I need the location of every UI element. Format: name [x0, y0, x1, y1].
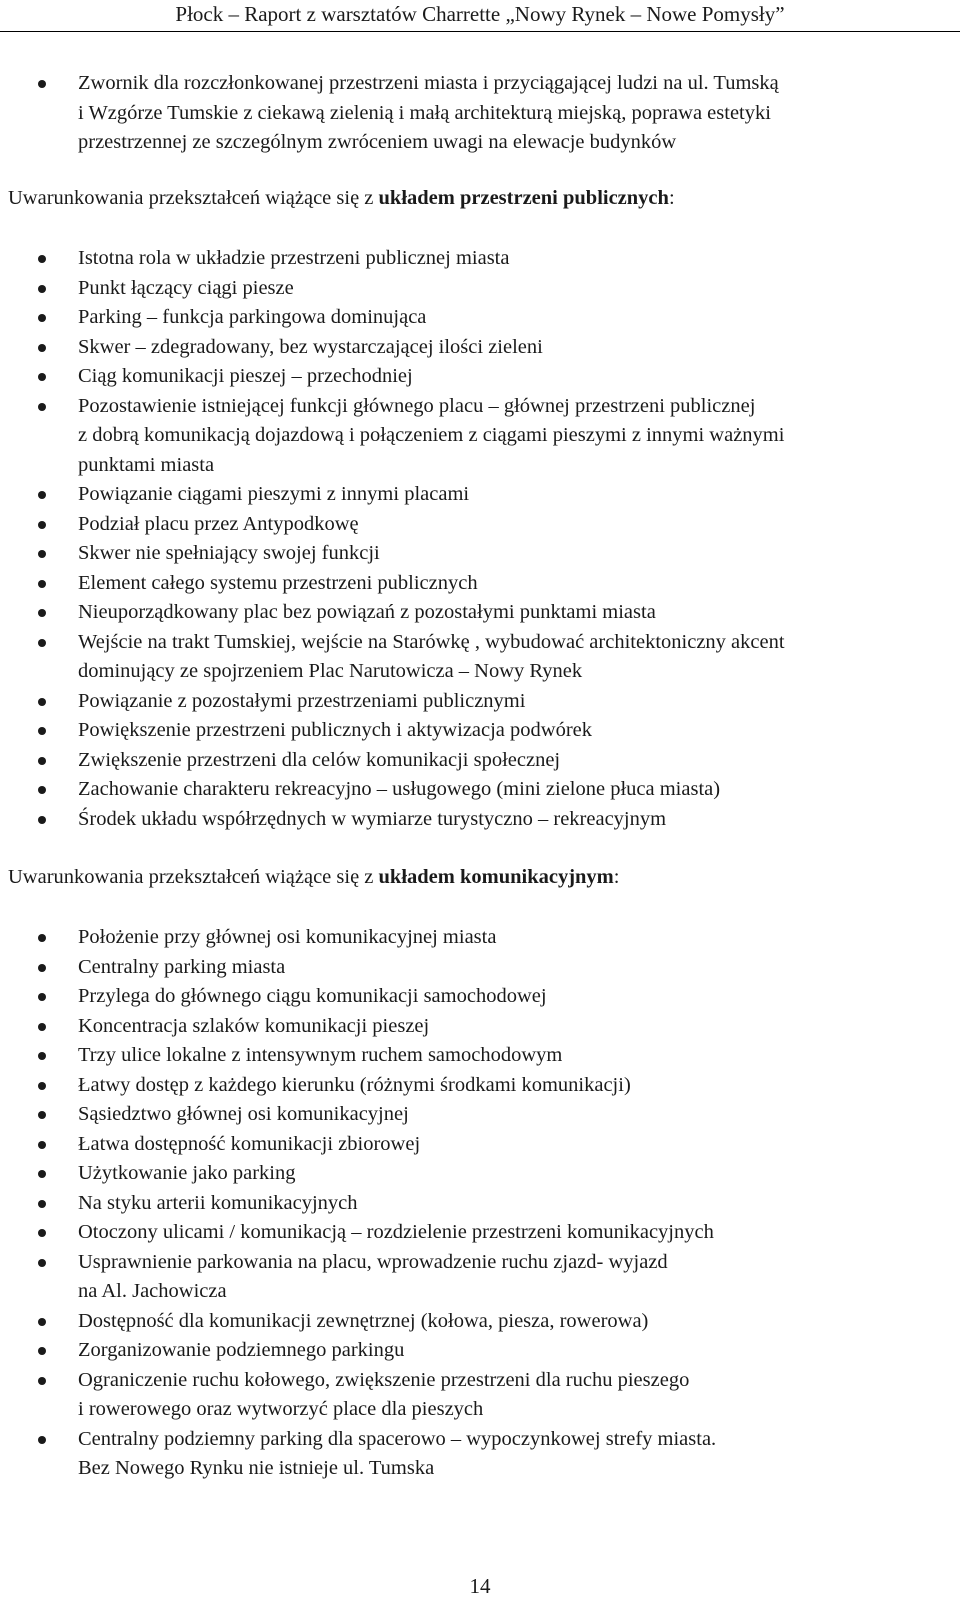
heading-emphasis: układem komunikacyjnym — [378, 866, 614, 888]
list-item-text: Centralny parking miasta — [78, 955, 286, 978]
bullet-icon — [38, 964, 46, 972]
section-heading-public-space — [8, 183, 675, 213]
heading-suffix: : — [613, 866, 620, 888]
list-item-text: Istotna rola w układzie przestrzeni publicznej miasta — [78, 247, 510, 269]
bullet-icon — [38, 786, 46, 794]
bullet-icon — [38, 1347, 46, 1355]
list-item — [0, 510, 960, 540]
list-item-text: Element całego systemu przestrzeni publicznych — [78, 571, 478, 594]
list-item — [0, 1307, 960, 1337]
list-item-text: Położenie przy głównej osi komunikacyjnej miasta — [78, 926, 497, 948]
list-item — [0, 362, 960, 392]
heading-suffix: : — [668, 187, 675, 209]
bullet-icon — [38, 934, 46, 942]
bullet-icon — [38, 1170, 46, 1178]
bullet-icon — [38, 255, 46, 263]
page-number: 14 — [469, 1574, 491, 1598]
list-item-text: Dostępność dla komunikacji zewnętrznej (kołowa, piesza, rowerowa) — [78, 1309, 649, 1332]
bullet-icon — [38, 1023, 46, 1031]
list-item — [0, 569, 960, 599]
list-item — [0, 628, 960, 687]
bullet-icon — [38, 1082, 46, 1090]
list-item — [0, 539, 960, 569]
list-item — [0, 480, 960, 510]
page-header — [0, 0, 960, 32]
bullet-icon — [38, 491, 46, 499]
list-item — [0, 598, 960, 628]
bullet-icon — [38, 580, 46, 588]
list-item — [0, 303, 960, 333]
list-item-text: Sąsiedztwo głównej osi komunikacyjnej — [78, 1103, 409, 1125]
list-item — [0, 716, 960, 746]
bullet-icon — [38, 698, 46, 706]
bullet-icon — [38, 344, 46, 352]
list-item — [0, 953, 960, 983]
list-item-text: Ciąg komunikacji pieszej – przechodniej — [78, 365, 413, 387]
public-space-list — [0, 244, 960, 834]
list-item — [0, 1041, 960, 1071]
intro-list — [0, 69, 960, 158]
list-item-text: Środek układu współrzędnych w wymiarze turystyczno – rekreacyjnym — [78, 807, 667, 830]
list-item-text: Zachowanie charakteru rekreacyjno – usługowego (mini zielone płuca miasta) — [78, 778, 721, 800]
list-item — [0, 333, 960, 363]
bullet-icon — [38, 609, 46, 617]
list-item — [0, 1130, 960, 1160]
bullet-icon — [38, 757, 46, 765]
section-heading-transport — [8, 862, 619, 892]
list-item — [0, 1071, 960, 1101]
list-item — [0, 1012, 960, 1042]
bullet-icon — [38, 373, 46, 381]
list-item-text: Zwiększenie przestrzeni dla celów komunikacji społecznej — [78, 748, 561, 771]
list-item-text: Zorganizowanie podziemnego parkingu — [78, 1339, 405, 1361]
bullet-icon — [38, 1229, 46, 1237]
list-item-text: Usprawnienie parkowania na placu, wprowadzenie ruchu zjazd- wyjazd na Al. Jachowicza — [78, 1250, 668, 1302]
list-item-text: Punkt łączący ciągi piesze — [78, 276, 294, 299]
heading-prefix: Uwarunkowania przekształceń wiążące się z — [8, 187, 379, 209]
list-item — [0, 1336, 960, 1366]
page-header-title: Płock – Raport z warsztatów Charrette „Nowy Rynek – Nowe Pomysły” — [175, 2, 785, 26]
list-item-text: Koncentracja szlaków komunikacji pieszej — [78, 1014, 430, 1037]
list-item-text: Łatwy dostęp z każdego kierunku (różnymi środkami komunikacji) — [78, 1073, 631, 1096]
list-item-text: Ograniczenie ruchu kołowego, zwiększenie przestrzeni dla ruchu pieszego i rowerowego oraz wytworzyć place dla pieszych — [78, 1368, 690, 1420]
list-item — [0, 1425, 960, 1484]
bullet-icon — [38, 285, 46, 293]
list-item-text: Otoczony ulicami / komunikacją – rozdzielenie przestrzeni komunikacyjnych — [78, 1221, 714, 1243]
bullet-icon — [38, 816, 46, 824]
bullet-icon — [38, 550, 46, 558]
list-item — [0, 805, 960, 835]
list-item-text: Podział placu przez Antypodkowę — [78, 512, 359, 535]
list-item-text: Zwornik dla rozczłonkowanej przestrzeni miasta i przyciągającej ludzi na ul. Tumską i Wzgórze Tumskie z ciekawą zielenią i małą architekturą miejską, poprawa estetyki przestrzennej ze szczególnym zwróceniem uwagi na elewacje budynków — [78, 72, 779, 153]
bullet-icon — [38, 1318, 46, 1326]
list-item-text: Trzy ulice lokalne z intensywnym ruchem samochodowym — [78, 1044, 563, 1066]
heading-prefix: Uwarunkowania przekształceń wiążące się z — [8, 866, 379, 888]
list-item — [0, 69, 960, 158]
list-item-text: Powiązanie ciągami pieszymi z innymi placami — [78, 483, 470, 505]
list-item — [0, 392, 960, 481]
bullet-icon — [38, 993, 46, 1001]
bullet-icon — [38, 521, 46, 529]
list-item — [0, 923, 960, 953]
list-item — [0, 1218, 960, 1248]
list-item-text: Łatwa dostępność komunikacji zbiorowej — [78, 1132, 421, 1155]
list-item-text: Pozostawienie istniejącej funkcji głównego placu – głównej przestrzeni publicznej z dobrą komunikacją dojazdową i połączeniem z ciągami pieszymi z innymi ważnymi punktami miasta — [78, 394, 785, 476]
list-item — [0, 687, 960, 717]
heading-emphasis: układem przestrzeni publicznych — [378, 187, 669, 209]
list-item-text: Na styku arterii komunikacyjnych — [78, 1191, 358, 1214]
list-item-text: Powiększenie przestrzeni publicznych i aktywizacja podwórek — [78, 719, 593, 741]
bullet-icon — [38, 1436, 46, 1444]
bullet-icon — [38, 1052, 46, 1060]
list-item — [0, 1159, 960, 1189]
list-item — [0, 746, 960, 776]
bullet-icon — [38, 639, 46, 647]
bullet-icon — [38, 80, 46, 88]
list-item — [0, 982, 960, 1012]
bullet-icon — [38, 1111, 46, 1119]
list-item-text: Wejście na trakt Tumskiej, wejście na Starówkę , wybudować architektoniczny akcent dominujący ze spojrzeniem Plac Narutowicza – Nowy Rynek — [78, 630, 785, 682]
bullet-icon — [38, 403, 46, 411]
list-item-text: Powiązanie z pozostałymi przestrzeniami publicznymi — [78, 689, 526, 712]
bullet-icon — [38, 1200, 46, 1208]
list-item — [0, 274, 960, 304]
list-item-text: Parking – funkcja parkingowa dominująca — [78, 306, 427, 328]
list-item — [0, 1189, 960, 1219]
list-item — [0, 1100, 960, 1130]
list-item — [0, 1366, 960, 1425]
list-item-text: Skwer – zdegradowany, bez wystarczającej ilości zieleni — [78, 335, 543, 358]
list-item — [0, 244, 960, 274]
bullet-icon — [38, 1141, 46, 1149]
list-item — [0, 1248, 960, 1307]
list-item-text: Skwer nie spełniający swojej funkcji — [78, 542, 380, 564]
list-item-text: Centralny podziemny parking dla spacerowo – wypoczynkowej strefy miasta. Bez Nowego Rynku nie istnieje ul. Tumska — [78, 1427, 717, 1479]
list-item-text: Nieuporządkowany plac bez powiązań z pozostałymi punktami miasta — [78, 601, 656, 623]
bullet-icon — [38, 1377, 46, 1385]
list-item-text: Użytkowanie jako parking — [78, 1162, 296, 1184]
bullet-icon — [38, 314, 46, 322]
bullet-icon — [38, 1259, 46, 1267]
list-item — [0, 775, 960, 805]
list-item-text: Przylega do głównego ciągu komunikacji samochodowej — [78, 985, 547, 1007]
bullet-icon — [38, 727, 46, 735]
transport-list — [0, 923, 960, 1484]
